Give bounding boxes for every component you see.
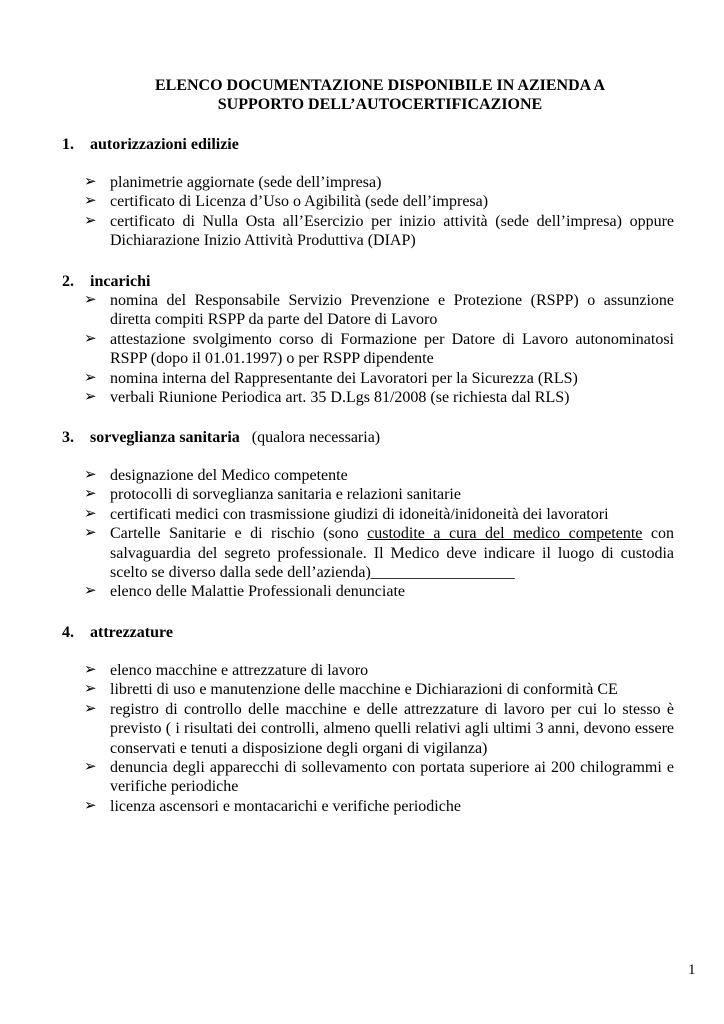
- document-title: [60, 76, 700, 114]
- section-heading: [62, 623, 662, 642]
- list-item: ➢ planimetrie aggiornate (sede dell’impresa): [84, 174, 382, 191]
- section-number: 2.: [62, 273, 74, 290]
- arrow-bullet-icon: ➢: [84, 583, 97, 600]
- section-heading: [62, 428, 662, 447]
- list-item: ➢ certificati medici con trasmissione giudizi di idoneità/inidoneità dei lavoratori: [84, 505, 609, 523]
- arrow-bullet-icon: ➢: [84, 330, 97, 347]
- section-sorveglianza-sanitaria: [62, 428, 675, 601]
- arrow-bullet-icon: ➢: [84, 369, 97, 386]
- title-line-1: ELENCO DOCUMENTAZIONE DISPONIBILE IN AZIENDA A: [154, 77, 605, 94]
- list-item: ➢ verbali Riunione Periodica art. 35 D.Lgs 81/2008 (se richiesta dal RLS): [84, 389, 570, 407]
- section-note: (qualora necessaria): [251, 429, 381, 446]
- arrow-bullet-icon: ➢: [84, 292, 97, 308]
- arrow-bullet-icon: ➢: [84, 212, 97, 229]
- section-autorizzazioni-edilizie: [62, 135, 674, 250]
- section-list: [82, 173, 674, 251]
- list-item: ➢ protocolli di sorveglianza sanitaria e relazioni sanitarie: [84, 486, 461, 504]
- section-incarichi: [62, 272, 674, 407]
- arrow-bullet-icon: ➢: [84, 759, 97, 776]
- section-list: [82, 466, 674, 602]
- list-item: ➢ certificato di Nulla Osta all’Esercizio per inizio attività (sede dell’impresa) oppure Dichiarazione Inizio Attività Produttiva (DIAP): [84, 212, 674, 250]
- list-item: ➢ designazione del Medico competente: [84, 467, 348, 484]
- arrow-bullet-icon: ➢: [84, 174, 97, 190]
- section-number: 1.: [62, 136, 74, 153]
- list-item: ➢ registro di controllo delle macchine e delle attrezzature di lavoro per cui lo stesso è previsto ( i risultati dei controlli, almeno quelli relativi agli ultimi 3 anni, devono essere conservati e tenuti a disposizione degli organi di vigilanza): [84, 700, 674, 757]
- arrow-bullet-icon: ➢: [84, 662, 97, 678]
- section-list: [82, 291, 674, 407]
- arrow-bullet-icon: ➢: [84, 505, 97, 522]
- arrow-bullet-icon: ➢: [84, 797, 97, 814]
- list-item: ➢ libretti di uso e manutenzione delle macchine e Dichiarazioni di conformità CE: [84, 681, 618, 699]
- list-item: ➢ nomina del Responsabile Servizio Prevenzione e Protezione (RSPP) o assunzione diretta compiti RSPP da parte del Datore di Lavoro: [84, 292, 674, 329]
- arrow-bullet-icon: ➢: [84, 700, 97, 717]
- section-number: 3.: [62, 429, 74, 446]
- section-heading: [62, 135, 662, 154]
- list-item: ➢ nomina interna del Rappresentante dei Lavoratori per la Sicurezza (RLS): [84, 369, 578, 387]
- section-list: [82, 661, 674, 816]
- list-item: ➢ Cartelle Sanitarie e di rischio (sono custodite a cura del medico competente con salvaguardia del segreto professionale. Il Medico deve indicare il luogo di custodia scelto se diverso dalla sede dell’azienda)__________________: [84, 525, 675, 582]
- list-item: ➢ certificato di Licenza d’Uso o Agibilità (sede dell’impresa): [84, 193, 489, 211]
- section-number: 4.: [62, 624, 74, 641]
- list-item: ➢ licenza ascensori e montacarichi e verifiche periodiche: [84, 797, 461, 815]
- list-item: ➢ elenco delle Malattie Professionali denunciate: [84, 583, 405, 601]
- section-label: sorveglianza sanitaria: [90, 429, 240, 446]
- underlined-text: custodite a cura del medico competente: [367, 525, 643, 543]
- title-line-2: SUPPORTO DELL’AUTOCERTIFICAZIONE: [217, 96, 543, 113]
- section-attrezzature: [62, 623, 674, 815]
- section-heading: [62, 272, 662, 291]
- section-label: attrezzature: [90, 624, 173, 641]
- section-label: incarichi: [90, 273, 151, 290]
- arrow-bullet-icon: ➢: [84, 681, 97, 698]
- page-number: 1: [688, 962, 696, 978]
- arrow-bullet-icon: ➢: [84, 467, 97, 483]
- arrow-bullet-icon: ➢: [84, 525, 97, 542]
- arrow-bullet-icon: ➢: [84, 193, 97, 210]
- arrow-bullet-icon: ➢: [84, 486, 97, 503]
- arrow-bullet-icon: ➢: [84, 389, 97, 406]
- list-item: ➢ elenco macchine e attrezzature di lavoro: [84, 662, 369, 679]
- list-item: ➢ denuncia degli apparecchi di sollevamento con portata superiore ai 200 chilogrammi e verifiche periodiche: [84, 759, 674, 796]
- section-label: autorizzazioni edilizie: [90, 136, 239, 153]
- list-item: ➢ attestazione svolgimento corso di Formazione per Datore di Lavoro autonominatosi RSPP (dopo il 01.01.1997) o per RSPP dipendente: [84, 330, 674, 368]
